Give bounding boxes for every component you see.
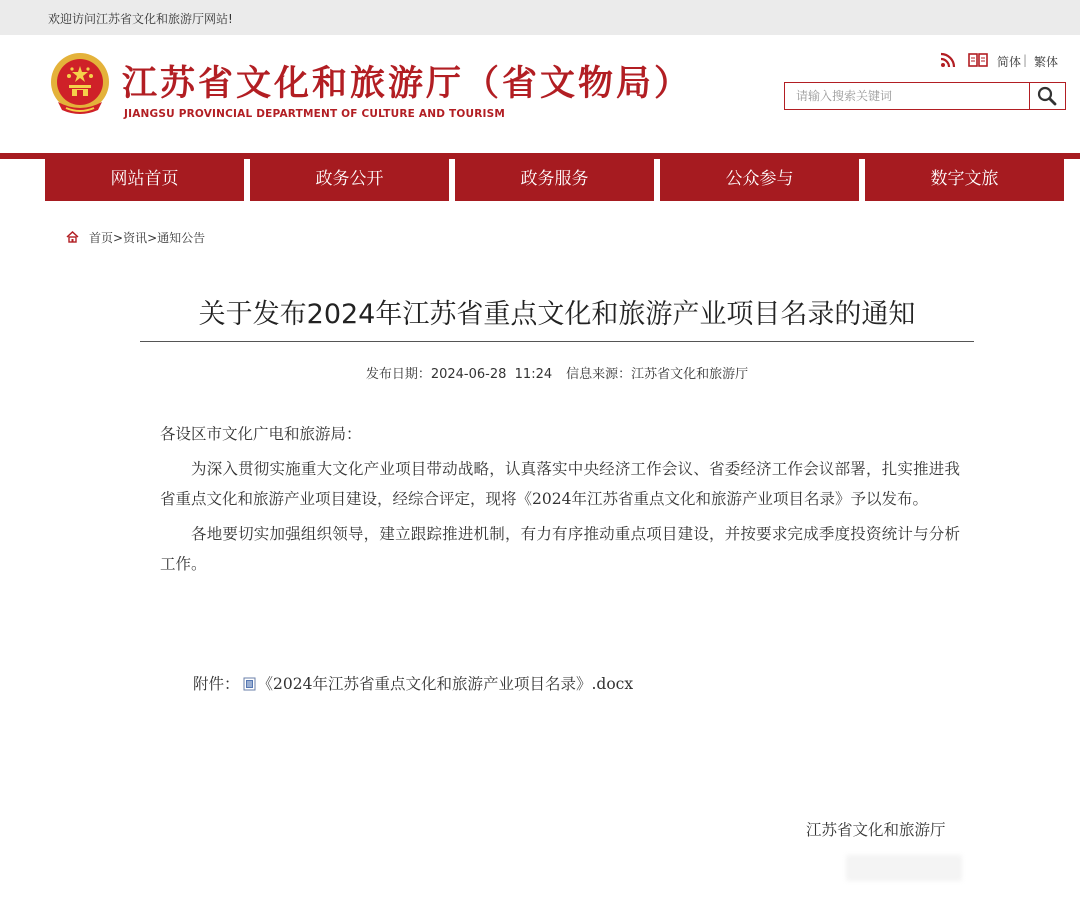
book-icon[interactable] xyxy=(968,52,988,68)
article-body xyxy=(160,419,960,584)
body-paragraph: 为深入贯彻实施重大文化产业项目带动战略，认真落实中央经济工作会议、省委经济工作会议部署，扎实推进我省重点文化和旅游产业项目建设，经综合评定，现将《2024年江苏省重点文化和旅游产业项目名录》予以发布。 xyxy=(160,460,960,508)
title-divider xyxy=(140,341,974,342)
nav-item-home[interactable]: 网站首页 xyxy=(45,159,244,201)
breadcrumb-news[interactable]: 资讯 xyxy=(123,231,148,245)
breadcrumb-separator: > xyxy=(147,231,158,245)
nav-item-government-services[interactable]: 政务服务 xyxy=(455,159,654,201)
home-icon xyxy=(66,231,79,243)
site-title[interactable]: 江苏省文化和旅游厅（省文物局） xyxy=(122,63,693,104)
publish-date-label: 发布日期： xyxy=(365,367,431,382)
main-nav xyxy=(45,159,1064,201)
doc-icon xyxy=(243,677,256,691)
nav-item-public-participation[interactable]: 公众参与 xyxy=(660,159,859,201)
salutation: 各设区市文化广电和旅游局： xyxy=(160,425,362,443)
search-icon xyxy=(1030,83,1064,109)
redacted-date xyxy=(846,855,962,881)
breadcrumb-separator: > xyxy=(113,231,124,245)
lang-simplified-link[interactable]: 简体 xyxy=(997,55,1022,69)
body-paragraph: 各地要切实加强组织领导，建立跟踪推进机制，有力有序推动重点项目建设，并按要求完成季度投资统计与分析工作。 xyxy=(160,525,960,573)
publish-date: 2024-06-28 11:24 xyxy=(430,367,553,382)
lang-separator: | xyxy=(1023,53,1028,67)
welcome-text: 欢迎访问江苏省文化和旅游厅网站! xyxy=(48,12,233,26)
search-button[interactable] xyxy=(1029,83,1065,109)
national-emblem-icon[interactable] xyxy=(48,52,112,118)
breadcrumb-home[interactable]: 首页 xyxy=(89,231,114,245)
signature: 江苏省文化和旅游厅 xyxy=(806,821,946,839)
search-input[interactable] xyxy=(785,83,1029,109)
article-meta xyxy=(140,363,974,382)
top-welcome-bar xyxy=(0,0,1080,35)
attachment-label: 附件： xyxy=(193,675,240,693)
source-label: 信息来源： xyxy=(566,367,632,382)
source-value: 江苏省文化和旅游厅 xyxy=(631,367,749,382)
rss-icon[interactable] xyxy=(940,52,956,68)
article-title: 关于发布2024年江苏省重点文化和旅游产业项目名录的通知 xyxy=(198,299,916,330)
attachment-row xyxy=(193,672,633,694)
site-subtitle: JIANGSU PROVINCIAL DEPARTMENT OF CULTURE AND TOURISM xyxy=(124,108,506,120)
nav-item-government-affairs[interactable]: 政务公开 xyxy=(250,159,449,201)
lang-traditional-link[interactable]: 繁体 xyxy=(1034,55,1059,69)
breadcrumb-notices[interactable]: 通知公告 xyxy=(157,231,206,245)
search-box xyxy=(784,82,1066,110)
attachment-link[interactable]: 《2024年江苏省重点文化和旅游产业项目名录》.docx xyxy=(257,675,634,693)
nav-item-digital-tourism[interactable]: 数字文旅 xyxy=(865,159,1064,201)
